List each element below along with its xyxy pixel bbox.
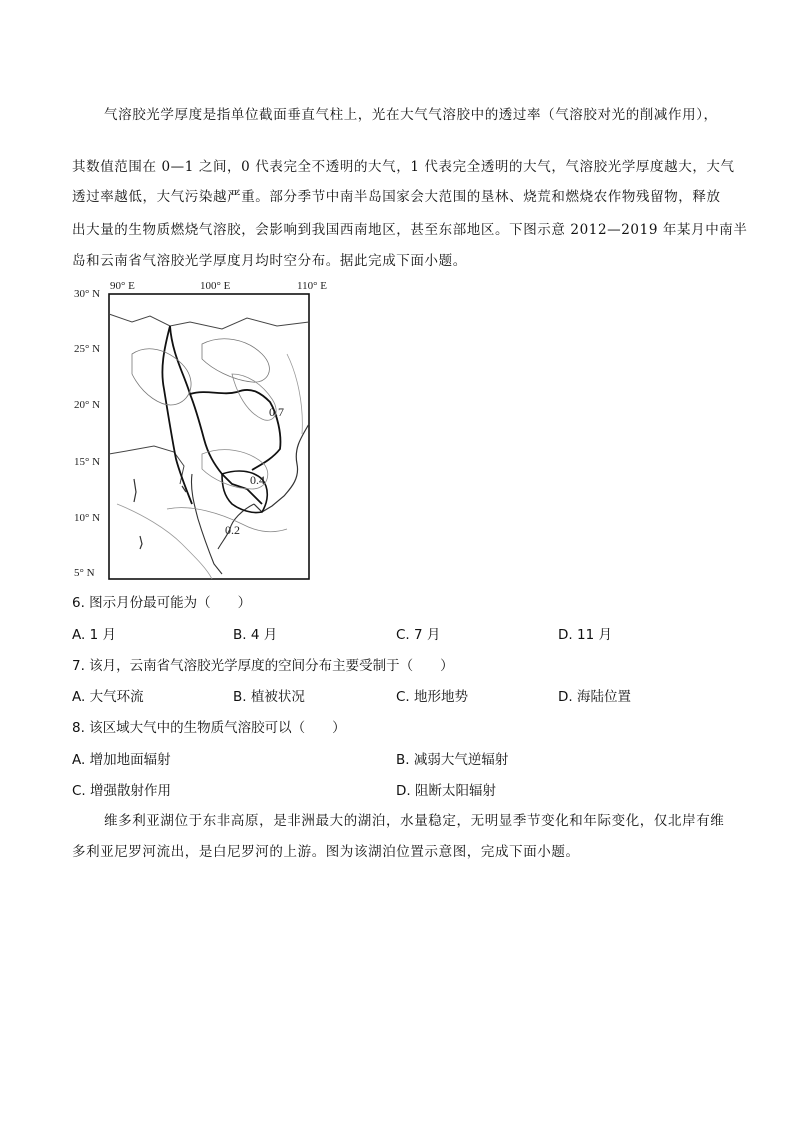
- q7-option-b[interactable]: B. 植被状况: [233, 689, 305, 705]
- q8-option-d[interactable]: D. 阻断太阳辐射: [396, 783, 496, 799]
- contour-label-07: 0.7: [269, 405, 284, 419]
- map-frame: [109, 294, 309, 579]
- q7-option-c[interactable]: C. 地形地势: [396, 689, 469, 705]
- contour-1: [132, 349, 191, 405]
- lat-label-30: 30° N: [74, 288, 101, 300]
- q8-option-a[interactable]: A. 增加地面辐射: [72, 752, 171, 768]
- vietnam-coast: [254, 424, 309, 512]
- contour-2: [202, 339, 269, 382]
- aerosol-map: [72, 274, 344, 584]
- lon-label-110: 110° E: [297, 280, 327, 292]
- q8-option-b[interactable]: B. 减弱大气逆辐射: [396, 752, 509, 768]
- q6-option-b[interactable]: B. 4 月: [233, 627, 278, 643]
- q7-option-a[interactable]: A. 大气环流: [72, 689, 144, 705]
- contour-7: [287, 354, 302, 434]
- passage1-line2: 其数值范围在 0—1 之间，0 代表完全不透明的大气，1 代表完全透明的大气，气溶胶光学厚度越大，大气: [72, 159, 735, 175]
- malay-peninsula: [191, 474, 222, 574]
- lat-label-5: 5° N: [74, 567, 95, 579]
- passage2-line1: 维多利亚湖位于东非高原，是非洲最大的湖泊，水量稳定，无明显季节变化和年际变化，仅北岸有维: [104, 813, 725, 829]
- bay-coast: [109, 446, 184, 484]
- northern-border: [109, 314, 309, 329]
- q7-option-d[interactable]: D. 海陆位置: [558, 689, 631, 705]
- border-laos: [190, 390, 280, 470]
- passage2-line2: 多利亚尼罗河流出，是白尼罗河的上游。图为该湖泊位置示意图，完成下面小题。: [72, 844, 580, 860]
- passage1-line3: 透过率越低，大气污染越严重。部分季节中南半岛国家会大范围的垦林、烧荒和燃烧农作物残留物，释放: [72, 189, 721, 205]
- q6-stem: 6. 图示月份最可能为（ ）: [72, 595, 252, 611]
- q6-option-c[interactable]: C. 7 月: [396, 627, 441, 643]
- lon-label-100: 100° E: [200, 280, 231, 292]
- lat-label-20: 20° N: [74, 399, 101, 411]
- border-thai-east: [170, 326, 262, 504]
- q8-option-c[interactable]: C. 增强散射作用: [72, 783, 172, 799]
- contour-6: [117, 504, 212, 579]
- contour-label-02: 0.2: [225, 523, 240, 537]
- passage1-line1: 气溶胶光学厚度是指单位截面垂直气柱上，光在大气气溶胶中的透过率（气溶胶对光的削减作用），: [104, 107, 718, 123]
- contour-label-04: 0.4: [250, 473, 265, 487]
- passage1-line5: 岛和云南省气溶胶光学厚度月均时空分布。据此完成下面小题。: [72, 253, 467, 269]
- lat-label-25: 25° N: [74, 343, 101, 355]
- nicobar-islands: [140, 536, 142, 549]
- q6-option-a[interactable]: A. 1 月: [72, 627, 116, 643]
- passage1-line4: 出大量的生物质燃烧气溶胶，会影响到我国西南地区，甚至东部地区。下图示意 2012—2019 年某月中南半: [72, 222, 748, 238]
- lon-label-90: 90° E: [110, 280, 135, 292]
- q6-option-d[interactable]: D. 11 月: [558, 627, 612, 643]
- andaman-islands: [134, 479, 136, 502]
- lat-label-10: 10° N: [74, 512, 101, 524]
- q8-stem: 8. 该区域大气中的生物质气溶胶可以（ ）: [72, 720, 346, 736]
- lat-label-15: 15° N: [74, 456, 101, 468]
- q7-stem: 7. 该月，云南省气溶胶光学厚度的空间分布主要受制于（ ）: [72, 658, 454, 674]
